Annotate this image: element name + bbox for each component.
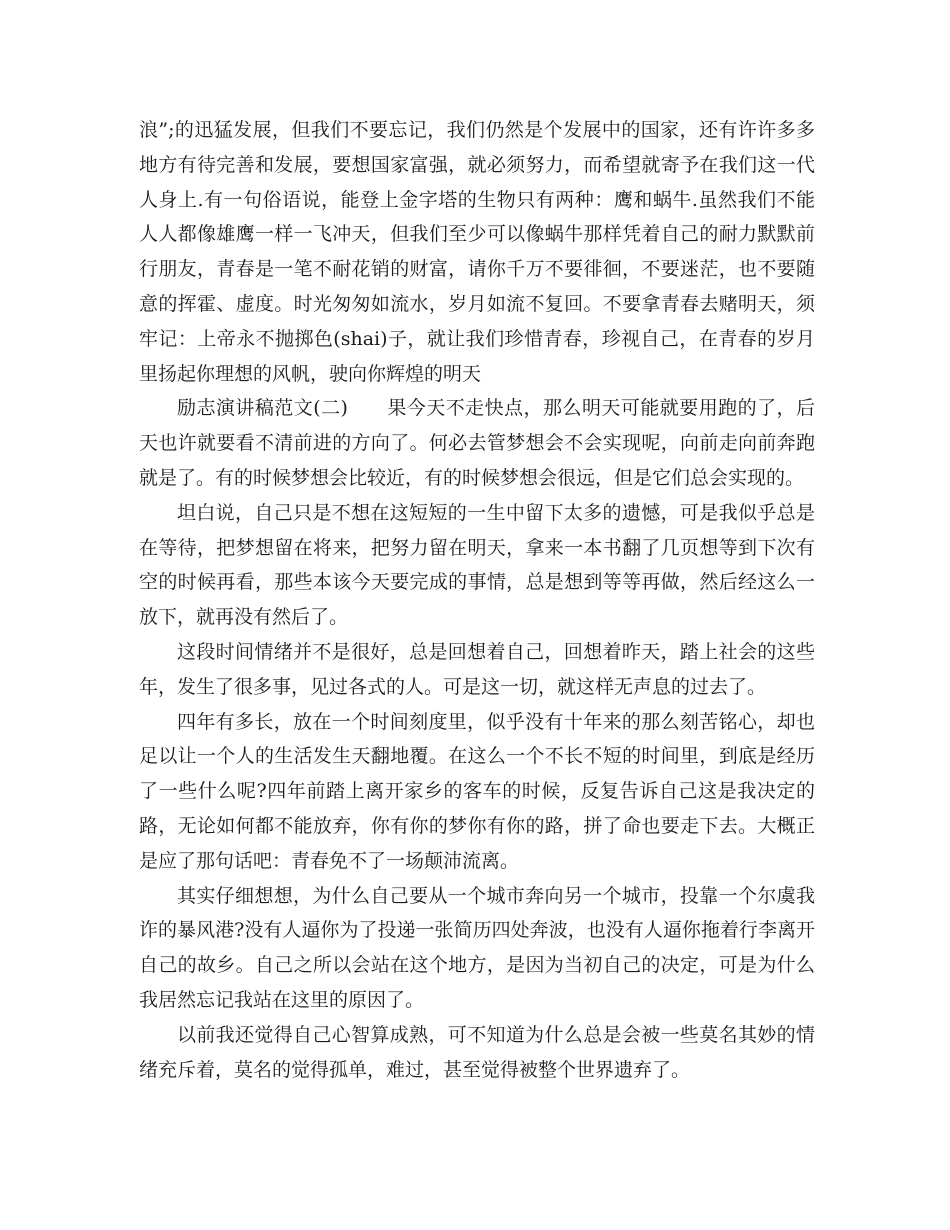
paragraph: 以前我还觉得自己心智算成熟，可不知道为什么总是会被一些莫名其妙的情绪充斥着，莫名的觉得孤单，难过，甚至觉得被整个世界遗弃了。: [139, 1023, 815, 1081]
paragraph: 这段时间情绪并不是很好，总是回想着自己，回想着昨天，踏上社会的这些年，发生了很多事，见过各式的人。可是这一切，就这样无声息的过去了。: [139, 640, 815, 698]
paragraph: 坦白说，自己只是不想在这短短的一生中留下太多的遗憾，可是我似乎总是在等待，把梦想留在将来，把努力留在明天，拿来一本书翻了几页想等到下次有空的时候再看，那些本该今天要完成的事情，总是想到等等再做，然后经这么一放下，就再没有然后了。: [139, 501, 815, 629]
paragraph: 其实仔细想想，为什么自己要从一个城市奔向另一个城市，投靠一个尔虞我诈的暴风港?没有人逼你为了投递一张简历四处奔波，也没有人逼你拖着行李离开自己的故乡。自己之所以会站在这个地方，是因为当初自己的决定，可是为什么我居然忘记我站在这里的原因了。: [139, 884, 815, 1011]
paragraph-speech-title: 励志演讲稿范文(二) 果今天不走快点，那么明天可能就要用跑的了，后天也许就要看不清前进的方向了。何必去管梦想会不会实现呢，向前走向前奔跑就是了。有的时候梦想会比较近，有的时候梦想会很远，但是它们总会实现的。: [139, 397, 815, 489]
document-body: [139, 113, 815, 1087]
paragraph: 四年有多长，放在一个时间刻度里，似乎没有十年来的那么刻苦铭心，却也足以让一个人的生活发生天翻地覆。在这么一个不长不短的时间里，到底是经历了一些什么呢?四年前踏上离开家乡的客车的时候，反复告诉自己这是我决定的路，无论如何都不能放弃，你有你的梦你有你的路，拼了命也要走下去。大概正是应了那句话吧：青春免不了一场颠沛流离。: [139, 710, 815, 872]
paragraph-continuation: 浪”;的迅猛发展，但我们不要忘记，我们仍然是个发展中的国家，还有许许多多地方有待完善和发展，要想国家富强，就必须努力，而希望就寄予在我们这一代人身上.有一句俗语说，能登上金字塔的生物只有两种：鹰和蜗牛.虽然我们不能人人都像雄鹰一样一飞冲天，但我们至少可以像蜗牛那样凭着自己的耐力默默前行朋友，青春是一笔不耐花销的财富，请你千万不要徘徊，不要迷茫，也不要随意的挥霍、虚度。时光匆匆如流水，岁月如流不复回。不要拿青春去赌明天，须牢记：上帝永不抛掷色(shai)子，就让我们珍惜青春，珍视自己，在青春的岁月里扬起你理想的风帆，驶向你辉煌的明天: [139, 119, 815, 385]
